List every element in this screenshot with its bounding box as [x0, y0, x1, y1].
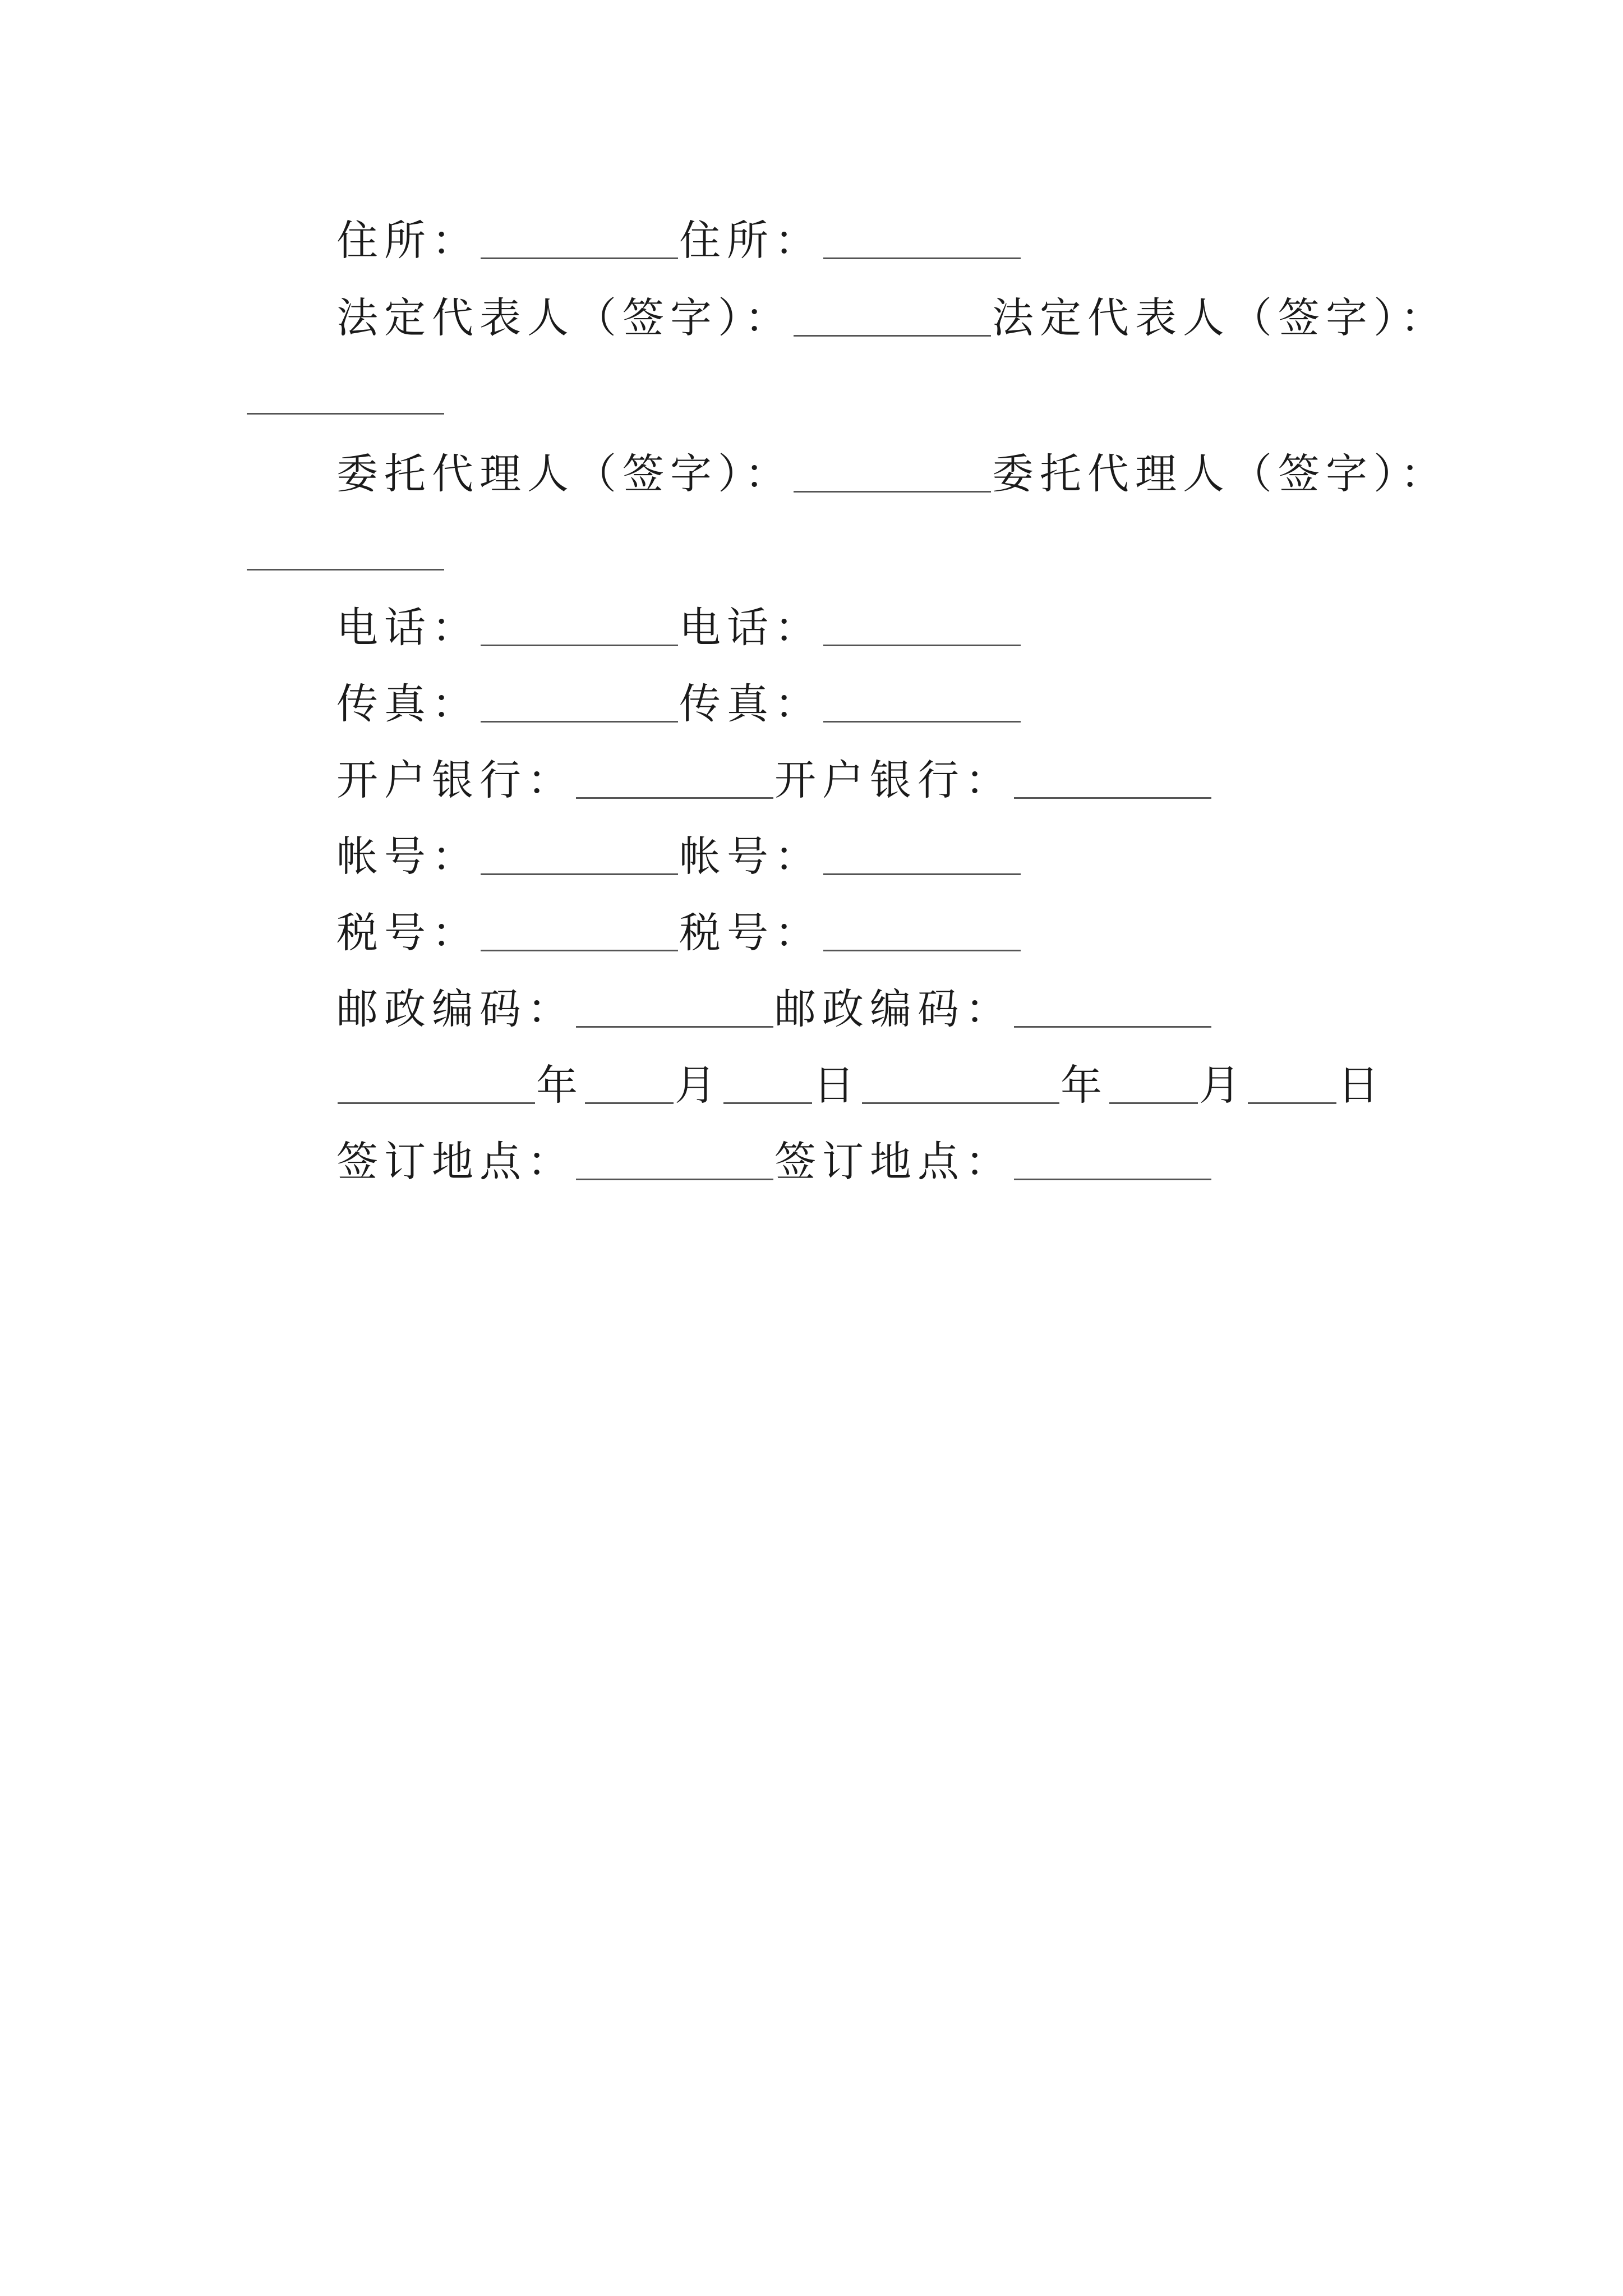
month-blank-party-b[interactable] [1109, 1102, 1198, 1104]
legal-rep-label-party-b: 法定代表人（签字）： [992, 294, 1448, 342]
month-blank-party-a[interactable] [585, 1102, 674, 1104]
bank-blank-party-b[interactable] [1014, 797, 1211, 799]
row-signing-place [336, 1138, 1212, 1186]
year-blank-party-a[interactable] [338, 1102, 535, 1104]
address-label-party-a: 住所： [336, 217, 479, 265]
bank-label-party-b: 开户银行： [774, 756, 1013, 804]
tax-blank-party-a[interactable] [481, 950, 678, 951]
postal-blank-party-b[interactable] [1014, 1026, 1211, 1028]
place-blank-party-b[interactable] [1014, 1179, 1211, 1180]
phone-label-party-b: 电话： [679, 604, 822, 652]
row-bank [336, 756, 1212, 804]
day-label-party-b: 日 [1338, 1061, 1385, 1110]
postal-blank-party-a[interactable] [576, 1026, 773, 1028]
agent-label-party-b: 委托代理人（签字）： [992, 450, 1448, 498]
postal-label-party-a: 邮政编码： [336, 985, 575, 1033]
tax-label-party-b: 税号： [679, 909, 822, 957]
phone-label-party-a: 电话： [336, 604, 479, 652]
account-label-party-a: 帐号： [336, 832, 479, 881]
row-date [336, 1061, 1385, 1110]
address-label-party-b: 住所： [679, 217, 822, 265]
row-postal-code [336, 985, 1212, 1033]
postal-label-party-b: 邮政编码： [774, 985, 1013, 1033]
year-blank-party-b[interactable] [862, 1102, 1059, 1104]
day-blank-party-a[interactable] [723, 1102, 812, 1104]
account-blank-party-b[interactable] [823, 873, 1021, 875]
phone-blank-party-b[interactable] [823, 645, 1021, 646]
bank-label-party-a: 开户银行： [336, 756, 575, 804]
address-blank-party-b[interactable] [823, 257, 1021, 259]
account-label-party-b: 帐号： [679, 832, 822, 881]
row-tax-id [336, 909, 1022, 957]
fax-label-party-b: 传真： [679, 680, 822, 728]
fax-blank-party-a[interactable] [481, 721, 678, 723]
year-label-party-b: 年 [1061, 1061, 1108, 1110]
year-label-party-a: 年 [536, 1061, 584, 1110]
row-legal-representative [336, 294, 1448, 342]
bank-blank-party-a[interactable] [576, 797, 773, 799]
row-phone [336, 604, 1022, 652]
month-label-party-b: 月 [1199, 1061, 1247, 1110]
fax-label-party-a: 传真： [336, 680, 479, 728]
tax-label-party-a: 税号： [336, 909, 479, 957]
place-label-party-a: 签订地点： [336, 1138, 575, 1186]
row-authorized-agent [336, 450, 1448, 498]
legal-rep-blank-party-b[interactable] [247, 413, 444, 415]
day-blank-party-b[interactable] [1248, 1102, 1336, 1104]
address-blank-party-a[interactable] [481, 257, 678, 259]
row-address [336, 217, 1022, 265]
tax-blank-party-b[interactable] [823, 950, 1021, 951]
month-label-party-a: 月 [675, 1061, 722, 1110]
account-blank-party-a[interactable] [481, 873, 678, 875]
place-label-party-b: 签订地点： [774, 1138, 1013, 1186]
place-blank-party-a[interactable] [576, 1179, 773, 1180]
day-label-party-a: 日 [813, 1061, 861, 1110]
agent-label-party-a: 委托代理人（签字）： [336, 450, 792, 498]
phone-blank-party-a[interactable] [481, 645, 678, 646]
legal-rep-blank-party-a[interactable] [794, 335, 991, 337]
fax-blank-party-b[interactable] [823, 721, 1021, 723]
legal-rep-label-party-a: 法定代表人（签字）： [336, 294, 792, 342]
agent-blank-party-b[interactable] [247, 569, 444, 570]
row-account [336, 832, 1022, 881]
agent-blank-party-a[interactable] [794, 491, 991, 493]
row-fax [336, 680, 1022, 728]
